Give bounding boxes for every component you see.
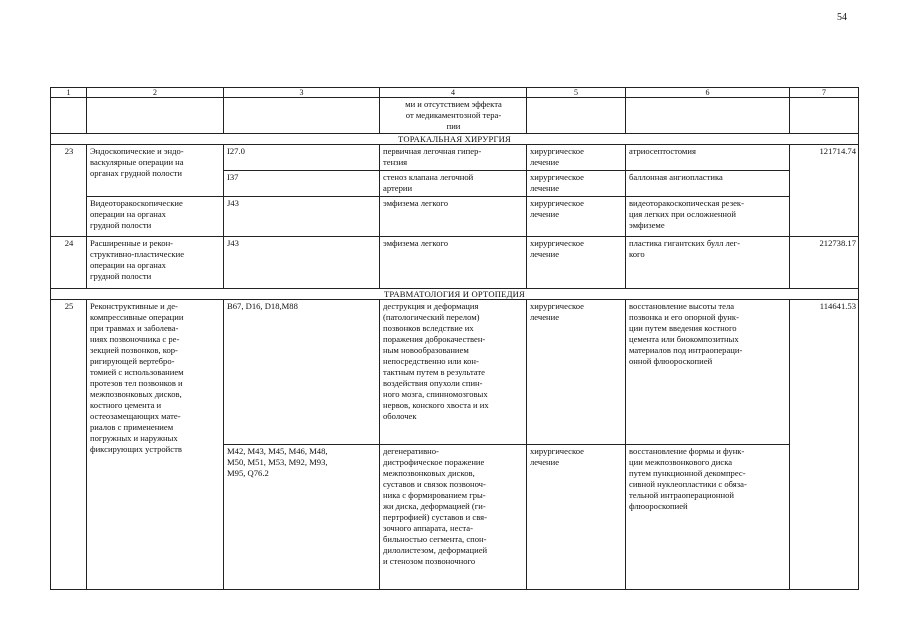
method-group-name: Эндоскопические и эндо- васкулярные операции на органах грудной полости [87,145,224,197]
cell-empty [87,98,224,134]
method-group-name: Расширенные и рекон- структивно-пластические операции на органах грудной полости [87,237,224,289]
table-row-23a [51,145,859,171]
treatment-method: пластика гигантских булл лег- кого [626,237,790,289]
col-header-5: 5 [527,88,626,98]
treatment-method: баллонная ангиопластика [626,171,790,197]
patient-model: первичная легочная гипер- тензия [380,145,527,171]
column-number-row [51,88,859,98]
patient-model: эмфизема легкого [380,197,527,237]
continuation-row [51,98,859,134]
treatment-method: восстановление формы и функ- ции межпозвонкового диска путем пункционной декомпрес- сивной нуклеопластики с обяза- тельной интраоперационной флюороскопией [626,445,790,590]
treatment-method: восстановление высоты тела позвонка и его опорной функ- ции путем введения костного цемента или биокомпозитных материалов под интраопераци- онной флюороскопией [626,300,790,445]
diagnosis-code: B67, D16, D18,M88 [224,300,380,445]
cell-empty [224,98,380,134]
diagnosis-code: I27.0 [224,145,380,171]
patient-model: стеноз клапана легочной артерии [380,171,527,197]
patient-model: эмфизема легкого [380,237,527,289]
page-number: 54 [837,12,847,23]
treatment-type: хирургическое лечение [527,171,626,197]
col-header-6: 6 [626,88,790,98]
section-row-trauma [51,289,859,300]
treatment-type: хирургическое лечение [527,237,626,289]
table-row-25a [51,300,859,445]
method-group-name: Реконструктивные и де- компрессивные операции при травмах и заболева- ниях позвоночника с ре- зекцией позвонков, кор- ригирующей вертебро- томией с использованием протезов тел позвонков и межпозвонковых дисков, костного цемента и остеозамещающих мате- риалов с применением погружных и наружных фиксирующих устройств [87,300,224,590]
diagnosis-code: J43 [224,237,380,289]
tariff-price: 121714.74 [790,145,859,237]
treatment-type: хирургическое лечение [527,197,626,237]
row-number: 23 [51,145,87,237]
tariff-price: 114641.53 [790,300,859,590]
section-title-thoracic: ТОРАКАЛЬНАЯ ХИРУРГИЯ [51,134,859,145]
cell-empty [626,98,790,134]
table-row-24 [51,237,859,289]
tariff-price: 212738.17 [790,237,859,289]
col-header-2: 2 [87,88,224,98]
col-header-4: 4 [380,88,527,98]
method-group-name: Видеоторакоскопические операции на органах грудной полости [87,197,224,237]
patient-model: деструкция и деформация (патологический перелом) позвонков вследствие их поражения доброкачествен- ным новообразованием непосредственно или кон- тактным путем в результате воздействия опухоли спин- ного мозга, спинномозговых нервов, конского хвоста и их оболочек [380,300,527,445]
row-number: 25 [51,300,87,590]
patient-model: дегенеративно- дистрофическое поражение межпозвонковых дисков, суставов и связок позвоноч- ника с формированием гры- жи диска, деформацией (ги- пертрофией) суставов и свя- зочного аппарата, неста- бильностью сегмента, спон- дилолистезом, деформацией и стенозом позвоночного [380,445,527,590]
col-header-1: 1 [51,88,87,98]
col-header-7: 7 [790,88,859,98]
treatment-method: видеоторакоскопическая резек- ция легких при осложненной эмфиземе [626,197,790,237]
treatment-type: хирургическое лечение [527,445,626,590]
section-row-thoracic [51,134,859,145]
col-header-3: 3 [224,88,380,98]
section-title-trauma: ТРАВМАТОЛОГИЯ И ОРТОПЕДИЯ [51,289,859,300]
cell-empty [790,98,859,134]
diagnosis-code: I37 [224,171,380,197]
cell-empty [527,98,626,134]
cell-empty [51,98,87,134]
treatment-type: хирургическое лечение [527,300,626,445]
diagnosis-code: J43 [224,197,380,237]
diagnosis-code: M42, M43, M45, M46, M48, M50, M51, M53, M92, M93, M95, Q76.2 [224,445,380,590]
table-row-23c [51,197,859,237]
treatment-type: хирургическое лечение [527,145,626,171]
row-number: 24 [51,237,87,289]
medical-care-table [50,87,859,590]
treatment-method: атриосептостомия [626,145,790,171]
continuation-model-text: ми и отсутствием эффекта от медикаментозной тера- пии [380,98,527,134]
